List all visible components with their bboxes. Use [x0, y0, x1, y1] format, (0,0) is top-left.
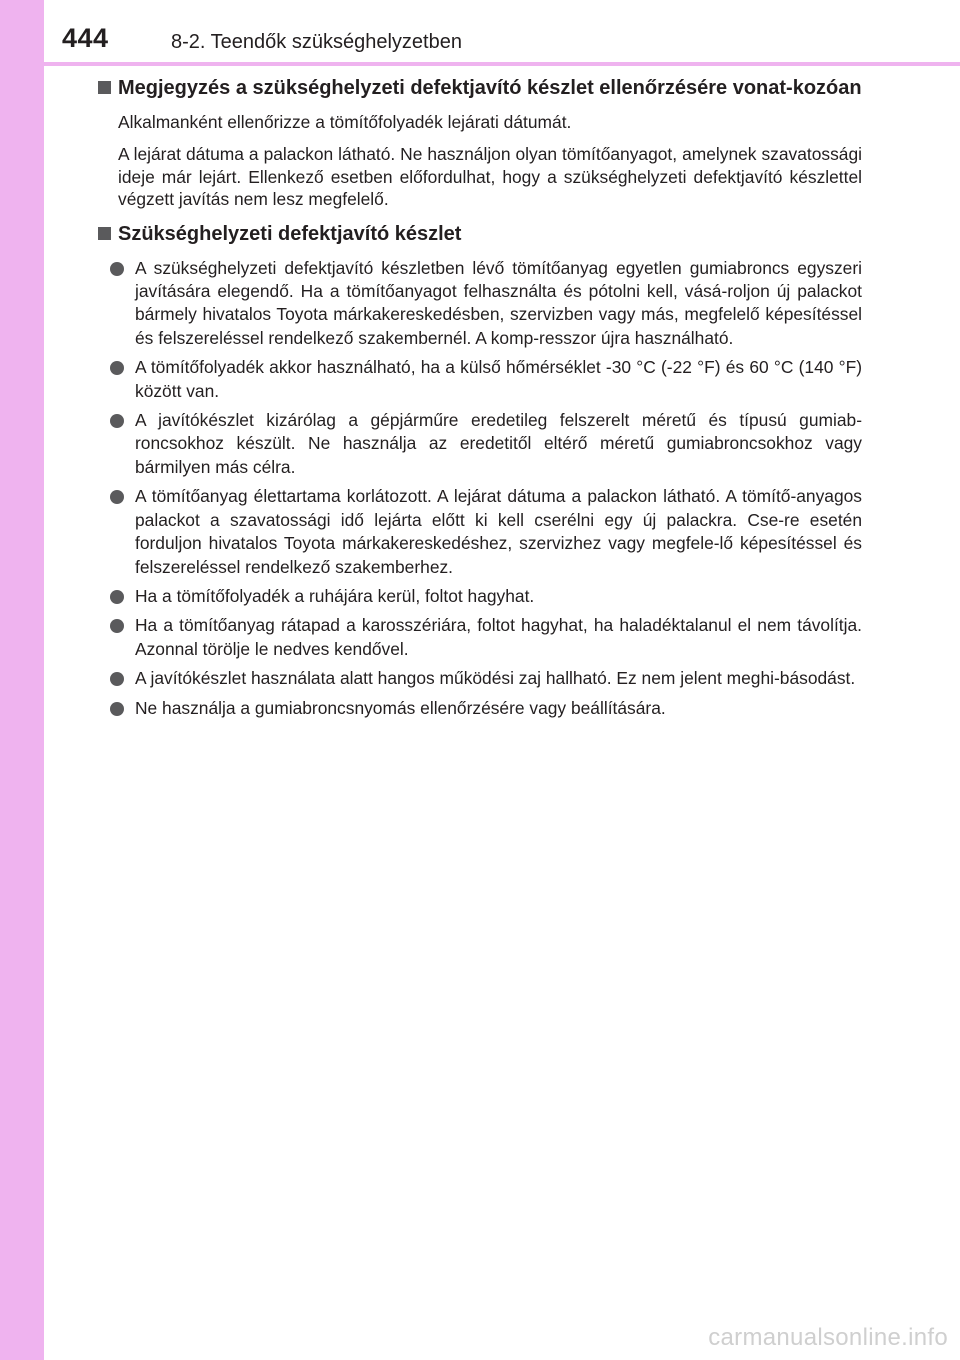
square-bullet-icon: [98, 81, 111, 94]
section-repair-kit: [96, 221, 862, 720]
round-bullet-icon: [110, 361, 124, 375]
list-item: [96, 585, 862, 608]
list-item-text: A tömítőfolyadék akkor használható, ha a külső hőmérséklet -30 °C (-22 °F) és 60 °C (140 °F) között van.: [135, 357, 862, 401]
round-bullet-icon: [110, 262, 124, 276]
page-content: [96, 75, 862, 728]
list-item: [96, 667, 862, 690]
round-bullet-icon: [110, 490, 124, 504]
round-bullet-icon: [110, 619, 124, 633]
list-item-text: A szükséghelyzeti defektjavító készletben lévő tömítőanyag egyetlen gumiabroncs egyszeri javítására elegendő. Ha a tömítőanyagot felhasználta és pótolni kell, vásá-roljon új palackot bármely hivatalos Toyota márkakereskedésben, szervizben vagy más, megfelelő képesítéssel és felszereléssel rendelkező szakembernél. A komp-resszor újra használható.: [135, 257, 862, 348]
chapter-title: 8-2. Teendők szükséghelyzetben: [171, 31, 462, 53]
list-item: [96, 409, 862, 479]
section-heading-text: Szükséghelyzeti defektjavító készlet: [118, 222, 462, 245]
side-color-band: [0, 0, 44, 1360]
round-bullet-icon: [110, 414, 124, 428]
list-item-text: Ha a tömítőfolyadék a ruhájára kerül, foltot hagyhat.: [135, 585, 535, 606]
list-item: [96, 356, 862, 403]
list-item: [96, 257, 862, 351]
page-number: 444: [62, 23, 109, 53]
list-item-text: A tömítőanyag élettartama korlátozott. A lejárat dátuma a palackon látható. A tömítő-anyagos palackot a szavatossági idő lejárta előtt ki kell cserélni egy új palackra. Cse-re esetén forduljon hivatalos Toyota márkakereskedéshez, szervizhez vagy megfele-lő képesítéssel és felszereléssel rendelkező szakemberhez.: [135, 486, 862, 577]
watermark: carmanualsonline.info: [708, 1324, 948, 1351]
bullet-list: [96, 257, 862, 720]
section-heading-text: Megjegyzés a szükséghelyzeti defektjavító készlet ellenőrzésére vonat-kozóan: [118, 77, 862, 99]
list-item-text: A javítókészlet kizárólag a gépjárműre eredetileg felszerelt méretű és típusú gumiab-roncsokhoz készült. Ne használja az eredetitől eltérő méretű gumiabroncsokhoz vagy bármilyen más célra.: [135, 410, 862, 477]
list-item-text: Ne használja a gumiabroncsnyomás ellenőrzésére vagy beállítására.: [135, 697, 666, 718]
list-item: [96, 485, 862, 579]
section-heading: [96, 221, 862, 247]
section-heading: [96, 75, 862, 101]
body-paragraph: Alkalmanként ellenőrizze a tömítőfolyadék lejárati dátumát.: [118, 112, 572, 132]
section-sealant-check-note: [96, 75, 862, 211]
list-item: [96, 697, 862, 720]
list-item-text: Ha a tömítőanyag rátapad a karosszériára, foltot hagyhat, ha haladéktalanul el nem távolítja. Azonnal törölje le nedves kendővel.: [135, 615, 862, 659]
round-bullet-icon: [110, 590, 124, 604]
body-paragraph: A lejárat dátuma a palackon látható. Ne használjon olyan tömítőanyagot, amelynek szavatossági ideje már lejárt. Ellenkező esetben előfordulhat, hogy a szükséghelyzeti defektjavító készlettel végzett javítás nem lesz megfelelő.: [118, 144, 862, 210]
list-item-text: A javítókészlet használata alatt hangos működési zaj hallható. Ez nem jelent meghi-básodást.: [135, 668, 856, 689]
round-bullet-icon: [110, 672, 124, 686]
square-bullet-icon: [98, 227, 111, 240]
list-item: [96, 614, 862, 661]
round-bullet-icon: [110, 702, 124, 716]
